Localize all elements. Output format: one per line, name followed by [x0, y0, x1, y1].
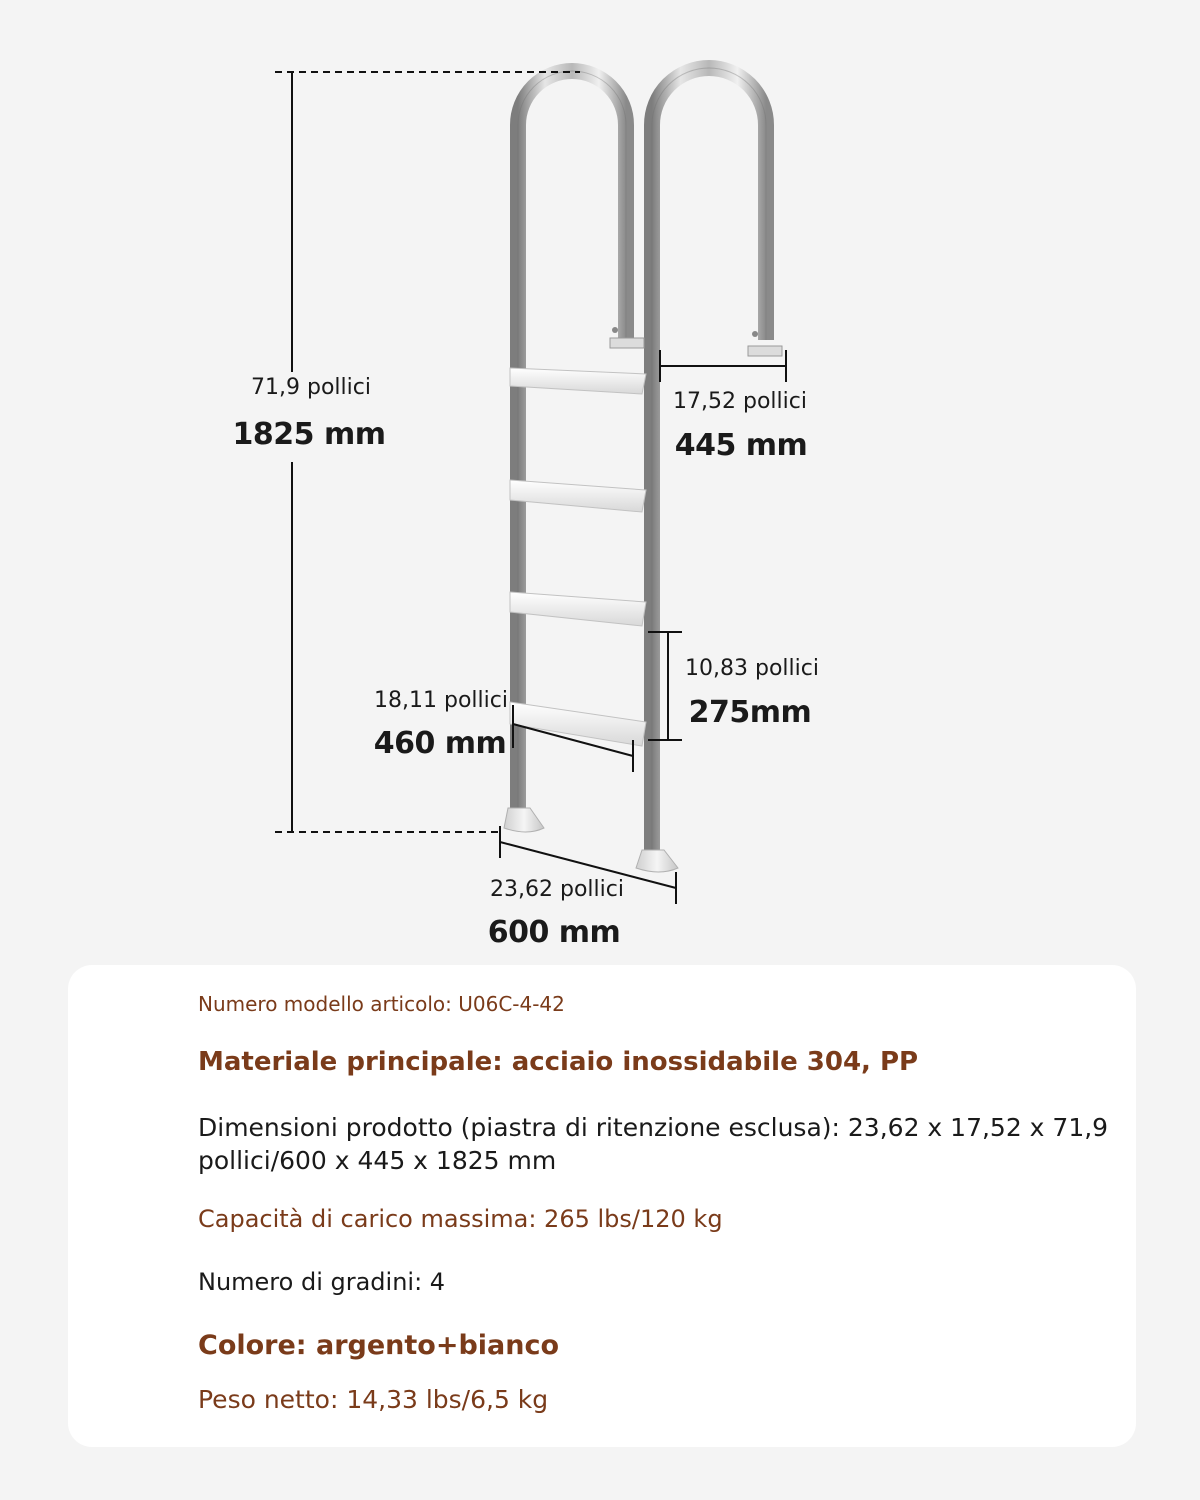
right-mount-plate: [748, 346, 782, 356]
step-width-imperial-label: 18,11 pollici: [374, 688, 508, 713]
height-metric-label: 1825 mm: [232, 417, 386, 452]
main-material: Materiale principale: acciaio inossidabile 304, PP: [198, 1047, 919, 1077]
left-rail: [518, 71, 626, 810]
step-width-metric-label: 460 mm: [373, 726, 507, 761]
product-color: Colore: argento+bianco: [198, 1330, 560, 1361]
step-1: [510, 368, 646, 394]
product-dimensions-line-2: pollici/600 x 445 x 1825 mm: [198, 1146, 557, 1175]
height-imperial-label: 71,9 pollici: [251, 375, 371, 400]
step-spacing-imperial-label: 10,83 pollici: [685, 656, 819, 681]
product-dimensions-line-1: Dimensioni prodotto (piastra di ritenzione esclusa): 23,62 x 17,52 x 71,9: [198, 1113, 1109, 1142]
left-mount-plate: [610, 338, 644, 348]
number-of-steps: Numero di gradini: 4: [198, 1268, 446, 1296]
step-2: [510, 480, 646, 512]
specifications-card: [68, 965, 1136, 1447]
handrail-width-imperial-label: 17,52 pollici: [673, 389, 807, 414]
base-width-metric-label: 600 mm: [487, 915, 621, 950]
base-width-imperial-label: 23,62 pollici: [490, 877, 624, 902]
net-weight: Peso netto: 14,33 lbs/6,5 kg: [198, 1385, 549, 1414]
ladder-illustration: [504, 68, 782, 872]
left-foot: [504, 808, 544, 832]
step-3: [510, 592, 646, 626]
right-foot: [636, 850, 678, 872]
model-number: Numero modello articolo: U06C-4-42: [198, 992, 565, 1016]
step-4: [510, 702, 646, 746]
max-load-capacity: Capacità di carico massima: 265 lbs/120 kg: [198, 1205, 723, 1233]
handrail-width-metric-label: 445 mm: [674, 428, 808, 463]
step-spacing-metric-label: 275mm: [688, 695, 812, 730]
